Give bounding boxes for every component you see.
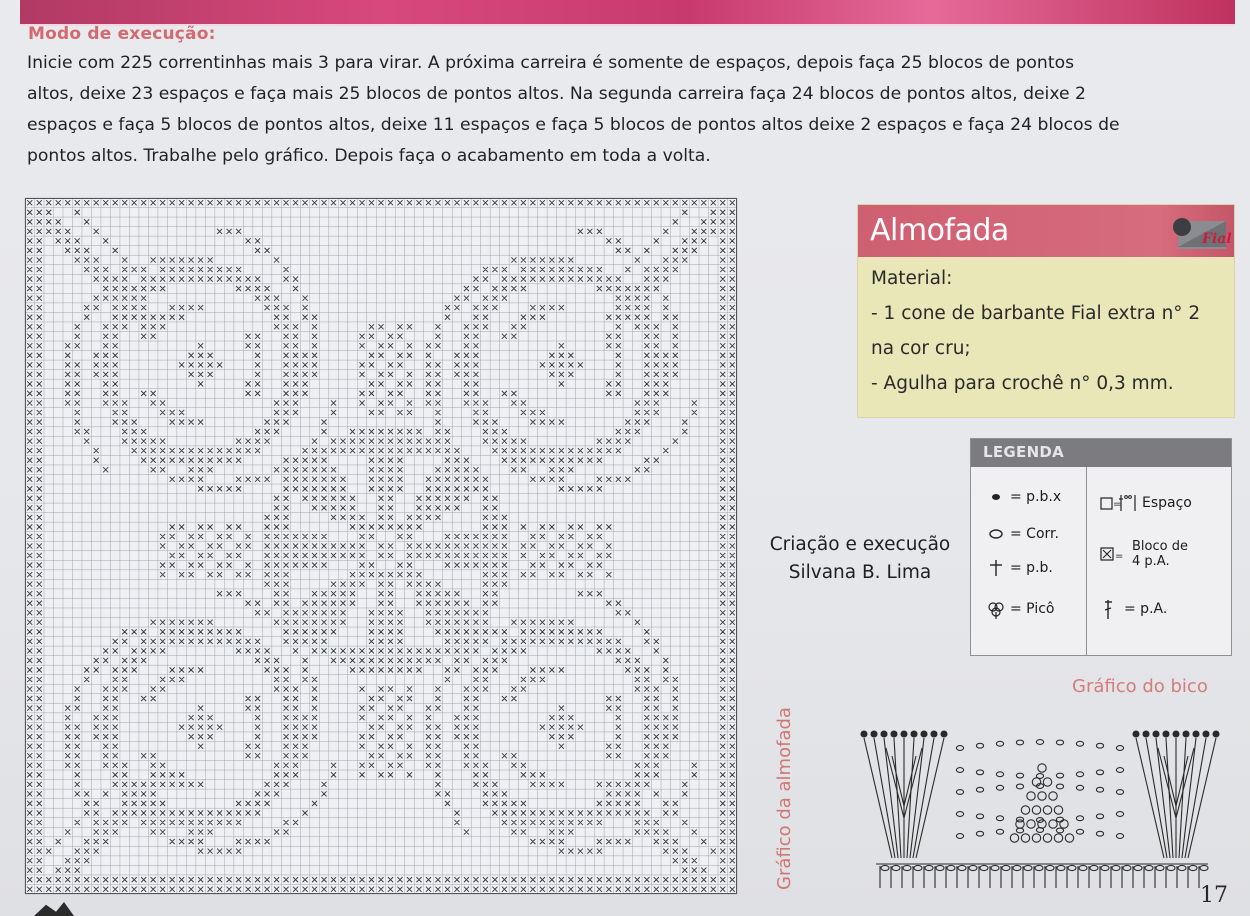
pineapple-loop xyxy=(1043,834,1051,842)
chain-stitch xyxy=(1189,865,1197,870)
chain-stitch xyxy=(925,865,933,870)
pineapple-loop xyxy=(1054,834,1062,842)
chain-stitch xyxy=(1046,865,1054,870)
pineapple-loop xyxy=(1065,834,1073,842)
chain-stitch xyxy=(980,865,988,870)
chain-stitch xyxy=(1076,772,1083,777)
filled-dot-icon xyxy=(985,486,1007,508)
pillow-chart-label xyxy=(740,680,795,890)
chain-stitch xyxy=(1145,865,1153,870)
legend-label: = Picô xyxy=(1010,601,1055,617)
chain-stitch xyxy=(1079,865,1087,870)
svg-text:=: = xyxy=(1113,499,1122,510)
fan-stitch xyxy=(913,738,934,858)
legend-label: = p.b.x xyxy=(1010,489,1062,505)
footer-logo-fragment xyxy=(34,902,74,916)
picot-dot xyxy=(891,731,897,737)
chain-stitch xyxy=(1036,740,1043,745)
picot-dot xyxy=(871,731,877,737)
legend-label: 4 p.A. xyxy=(1132,554,1170,569)
section-title: Modo de execução: xyxy=(28,24,216,44)
picot-dot xyxy=(911,731,917,737)
pineapple-loop xyxy=(1043,778,1051,786)
legend-title: LEGENDA xyxy=(983,443,1065,461)
pineapple-loop xyxy=(1049,792,1057,800)
pineapple-loop xyxy=(1049,820,1057,828)
instructions-line: altos, deixe 23 espaços e faça mais 25 blocos de pontos altos. Na segunda carreira faça 24 blocos de pontos altos, deixe 2 xyxy=(27,84,1086,104)
legend-box xyxy=(970,438,1232,656)
chain-stitch xyxy=(1116,834,1123,839)
pineapple-loop xyxy=(1043,806,1051,814)
picot-dot xyxy=(921,731,927,737)
picot-dot xyxy=(1183,731,1189,737)
chain-stitch xyxy=(1016,773,1023,778)
legend-label-stack xyxy=(1132,539,1188,569)
pineapple-loop xyxy=(1054,806,1062,814)
picot-dot xyxy=(1133,731,1139,737)
chain-stitch xyxy=(976,770,983,775)
chain-stitch xyxy=(976,814,983,819)
pineapple-loop xyxy=(1021,806,1029,814)
space-square-icon xyxy=(1099,492,1139,514)
pineapple-loop xyxy=(1038,820,1046,828)
legend-item-bloco xyxy=(1099,539,1188,569)
chain-stitch xyxy=(956,768,963,773)
page-number: 17 xyxy=(1200,883,1228,908)
chain-stitch xyxy=(1200,865,1208,870)
fan-stitch xyxy=(907,738,914,858)
fial-brand-logo-icon xyxy=(1172,217,1232,251)
chain-stitch xyxy=(956,746,963,751)
chain-stitch xyxy=(1116,768,1123,773)
chain-stitch xyxy=(1016,784,1023,789)
fan-stitch xyxy=(910,738,924,858)
chain-stitch xyxy=(914,865,922,870)
chain-stitch xyxy=(996,829,1003,834)
chain-stitch xyxy=(1123,865,1131,870)
chain-stitch xyxy=(1016,828,1023,833)
fan-stitch xyxy=(1179,738,1186,858)
pineapple-loop xyxy=(1060,820,1068,828)
pineapple-loop xyxy=(1016,820,1024,828)
chain-stitch xyxy=(969,865,977,870)
chain-stitch xyxy=(1116,790,1123,795)
chain-stitch xyxy=(1096,743,1103,748)
legend-label: = Corr. xyxy=(1010,526,1059,542)
materials-box-header xyxy=(858,205,1234,257)
chain-stitch xyxy=(991,865,999,870)
picot-dot xyxy=(1193,731,1199,737)
chain-stitch xyxy=(1013,865,1021,870)
svg-text:=: = xyxy=(1115,551,1124,562)
legend-item-pa xyxy=(1099,598,1167,620)
chain-stitch xyxy=(1056,828,1063,833)
fan-stitch xyxy=(884,738,898,858)
credit-author: Silvana B. Lima xyxy=(788,562,932,583)
chain-stitch xyxy=(996,816,1003,821)
chain-stitch xyxy=(958,865,966,870)
chain-stitch xyxy=(1156,865,1164,870)
chain-stitch xyxy=(1068,865,1076,870)
pineapple-loop xyxy=(1010,834,1018,842)
fan-stitch xyxy=(1166,738,1173,858)
chain-stitch xyxy=(936,865,944,870)
chain-stitch xyxy=(1178,865,1186,870)
legend-item-pb xyxy=(985,557,1053,579)
chain-stitch xyxy=(996,785,1003,790)
chain-stitch xyxy=(903,865,911,870)
legend-label: Espaço xyxy=(1142,495,1192,511)
fan-stitch xyxy=(1185,738,1206,858)
fan-stitch xyxy=(1146,738,1167,858)
pineapple-loop xyxy=(1032,834,1040,842)
legend-divider xyxy=(1086,467,1087,655)
picot-dot xyxy=(901,731,907,737)
pineapple-loop xyxy=(1038,764,1046,772)
chain-stitch xyxy=(976,831,983,836)
picot-dot xyxy=(931,731,937,737)
chain-stitch xyxy=(976,787,983,792)
edge-diagram-strokes xyxy=(861,731,1219,888)
chain-stitch xyxy=(1076,785,1083,790)
chain-stitch xyxy=(996,772,1003,777)
chain-stitch xyxy=(976,743,983,748)
pillow-filet-chart xyxy=(25,198,737,894)
pillow-chart-label-text: Gráfico da almofada xyxy=(774,707,795,890)
pineapple-loop xyxy=(1021,834,1029,842)
legend-label: Bloco de xyxy=(1132,539,1188,554)
materials-box-title: Almofada xyxy=(870,213,1009,248)
double-crochet-icon xyxy=(1099,598,1121,620)
picot-dot xyxy=(1143,731,1149,737)
chain-stitch xyxy=(1016,740,1023,745)
edge-chart-label: Gráfico do bico xyxy=(1072,676,1208,697)
chain-stitch xyxy=(956,790,963,795)
instructions-line: Inicie com 225 correntinhas mais 3 para virar. A próxima carreira é somente de espaços, depois faça 25 blocos de pontos xyxy=(27,53,1075,73)
picot-dot xyxy=(941,731,947,737)
chain-stitch xyxy=(1056,784,1063,789)
chain-stitch xyxy=(1024,865,1032,870)
picot-dot xyxy=(881,731,887,737)
chain-stitch xyxy=(1101,865,1109,870)
picot-icon xyxy=(985,598,1007,620)
legend-item-espaco xyxy=(1099,492,1192,514)
legend-label: = p.A. xyxy=(1124,601,1168,617)
brand-name: Fial xyxy=(1202,231,1232,247)
chain-stitch xyxy=(1116,746,1123,751)
materials-line: na cor cru; xyxy=(871,338,971,359)
chain-stitch xyxy=(1112,865,1120,870)
materials-list xyxy=(871,261,1200,401)
chain-stitch xyxy=(996,741,1003,746)
chain-stitch xyxy=(1096,787,1103,792)
pineapple-loop xyxy=(1027,820,1035,828)
materials-line: Material: xyxy=(871,268,953,289)
materials-box xyxy=(858,205,1234,417)
instructions-line: espaços e faça 5 blocos de pontos altos, deixe 11 espaços e faça 5 blocos de pontos altos deixe 2 espaços e faça 24 blocos de xyxy=(27,115,1120,135)
chain-stitch xyxy=(881,865,889,870)
chain-stitch xyxy=(1035,865,1043,870)
chain-stitch xyxy=(1076,829,1083,834)
picot-dot xyxy=(1173,731,1179,737)
block-square-icon xyxy=(1099,543,1129,565)
chain-stitch xyxy=(956,834,963,839)
fan-stitch xyxy=(1182,738,1196,858)
open-oval-icon xyxy=(985,523,1007,545)
fan-stitch xyxy=(894,738,901,858)
pineapple-loop xyxy=(1032,806,1040,814)
decorative-photo-strip xyxy=(20,0,1235,26)
pineapple-loop xyxy=(1027,792,1035,800)
picot-dot xyxy=(861,731,867,737)
pineapple-loop xyxy=(1038,792,1046,800)
chain-stitch xyxy=(1096,831,1103,836)
instructions-text xyxy=(27,48,1232,172)
chain-stitch xyxy=(947,865,955,870)
chain-stitch xyxy=(1090,865,1098,870)
legend-item-pico xyxy=(985,598,1054,620)
picot-dot xyxy=(1213,731,1219,737)
chain-stitch xyxy=(1002,865,1010,870)
edge-crochet-diagram xyxy=(856,708,1228,894)
credit-line: Criação e execução xyxy=(769,534,951,555)
chain-stitch xyxy=(1076,816,1083,821)
legend-item-pbx xyxy=(985,486,1061,508)
legend-header xyxy=(971,439,1231,467)
chain-stitch xyxy=(1056,740,1063,745)
chain-stitch xyxy=(1056,773,1063,778)
chain-stitch xyxy=(1057,865,1065,870)
chain-stitch xyxy=(1167,865,1175,870)
instructions-line: pontos altos. Trabalhe pelo gráfico. Depois faça o acabamento em toda a volta. xyxy=(27,146,711,166)
legend-label: = p.b. xyxy=(1010,560,1053,576)
cross-stitch-icon xyxy=(985,557,1007,579)
chain-stitch xyxy=(956,812,963,817)
materials-line: - Agulha para crochê n° 0,3 mm. xyxy=(871,373,1174,394)
fan-stitch xyxy=(1156,738,1170,858)
chain-stitch xyxy=(892,865,900,870)
picot-dot xyxy=(1153,731,1159,737)
credit-block xyxy=(762,531,958,587)
chain-stitch xyxy=(1076,741,1083,746)
chain-stitch xyxy=(1134,865,1142,870)
legend-item-corr xyxy=(985,523,1059,545)
picot-dot xyxy=(1203,731,1209,737)
picot-dot xyxy=(1163,731,1169,737)
chain-stitch xyxy=(1096,770,1103,775)
chain-stitch xyxy=(1096,814,1103,819)
chain-stitch xyxy=(1116,812,1123,817)
fan-stitch xyxy=(874,738,895,858)
materials-line: - 1 cone de barbante Fial extra n° 2 xyxy=(871,303,1201,324)
